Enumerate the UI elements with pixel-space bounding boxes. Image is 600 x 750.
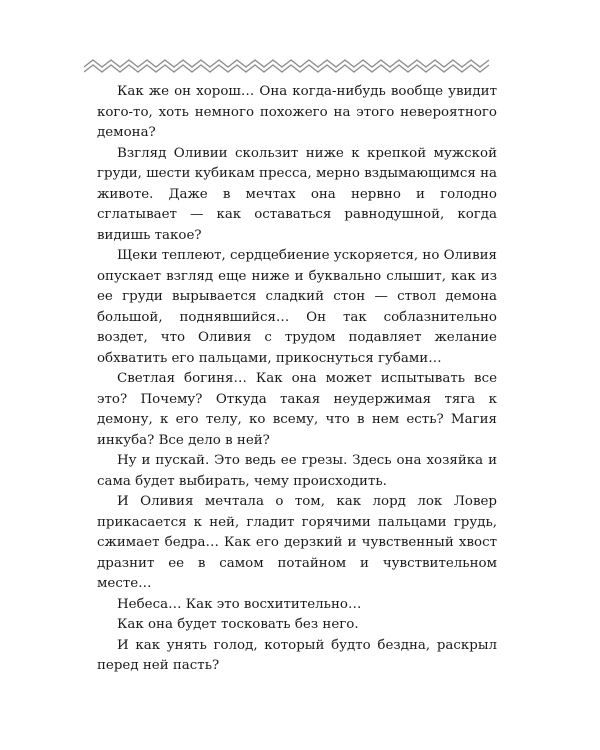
paragraph-7: Небеса… Как это восхитительно…	[117, 596, 362, 612]
paragraph-6: И Оливия мечтала о том, как лорд лок Ловер прикасается к ней, гладит горячими пальцами грудь, сжимает бедра… Как его дерзкий и чувственный хвост дразнит ее в самом потайном и чувствительном месте…	[97, 494, 497, 591]
zigzag-border-ornament-icon	[84, 56, 494, 76]
paragraph-1: Как же он хорош… Она когда-нибудь вообще увидит кого-то, хоть немного похожего на этого невероятного демона?	[97, 84, 497, 140]
paragraph-8: Как она будет тосковать без него.	[117, 617, 359, 632]
paragraph-3: Щеки теплеют, сердцебиение ускоряется, но Оливия опускает взгляд еще ниже и буквально слышит, как из ее груди вырывается сладкий стон — ствол демона большой, поднявшийся… Он так соблазнительно воздет, что Оливия с трудом подавляет желание обхватить его пальцами, прикоснуться губами…	[97, 248, 497, 366]
chapter-text	[97, 82, 497, 677]
paragraph-2: Взгляд Оливии скользит ниже к крепкой мужской груди, шести кубикам пресса, мерно вздымающимся на животе. Даже в мечтах она нервно и голодно сглатывает — как оставаться равнодушной, когда видишь такое?	[97, 145, 497, 243]
paragraph-4: Светлая богиня… Как она может испытывать все это? Почему? Откуда такая неудержимая тяга к демону, к его телу, ко всему, что в нем есть? Магия инкуба? Все дело в ней?	[97, 371, 497, 448]
paragraph-9: И как унять голод, который будто бездна, раскрыл перед ней пасть?	[97, 637, 497, 673]
paragraph-5: Ну и пускай. Это ведь ее грезы. Здесь она хозяйка и сама будет выбирать, чему происходить.	[97, 453, 497, 489]
